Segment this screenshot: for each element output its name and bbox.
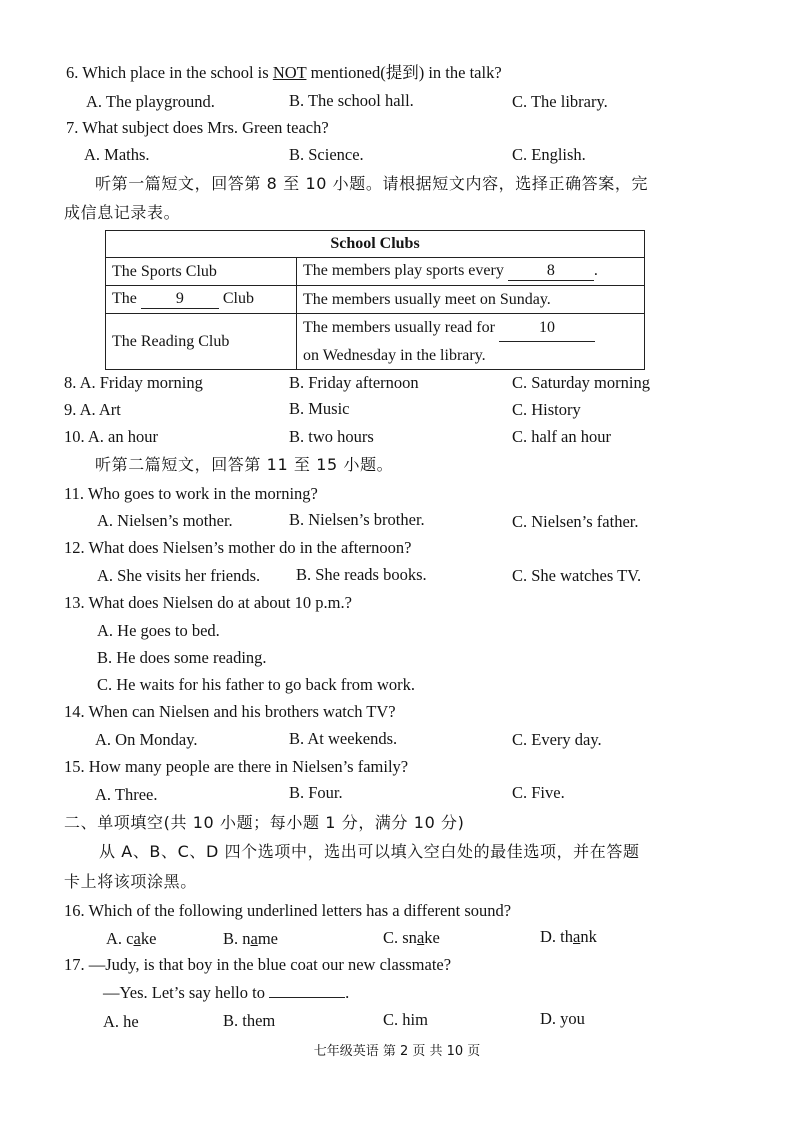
question-6-option-b: B. The school hall. xyxy=(289,91,414,110)
question-10-option-b: B. two hours xyxy=(289,427,374,446)
question-7-option-a: A. Maths. xyxy=(84,145,150,164)
option-text: C. sn xyxy=(383,928,417,947)
question-11-option-c: C. Nielsen’s father. xyxy=(512,512,639,531)
question-6-option-c: C. The library. xyxy=(512,92,608,111)
option-text: D. th xyxy=(540,927,573,946)
question-13-option-b: B. He does some reading. xyxy=(97,648,267,667)
question-17-line2 xyxy=(103,983,349,1003)
question-12-option-c: C. She watches TV. xyxy=(512,566,642,585)
question-7-stem: 7. What subject does Mrs. Green teach? xyxy=(66,118,329,137)
question-7-option-b: B. Science. xyxy=(289,145,364,164)
table-title: School Clubs xyxy=(106,231,645,258)
question-14-stem: 14. When can Nielsen and his brothers watch TV? xyxy=(64,702,396,721)
blank-10: 10 xyxy=(499,314,595,342)
underlined-letter: a xyxy=(416,928,425,947)
option-text: ke xyxy=(424,928,440,947)
club-text: The xyxy=(112,290,141,307)
dialogue-text: . xyxy=(345,983,350,1002)
question-15-option-a: A. Three. xyxy=(95,785,158,804)
blank-8: 8 xyxy=(508,262,594,281)
question-17-option-a: A. he xyxy=(103,1012,139,1031)
option-text: A. c xyxy=(106,929,134,948)
club-9-cell xyxy=(106,286,297,314)
question-17-option-d: D. you xyxy=(540,1009,585,1028)
question-13-option-c: C. He waits for his father to go back from work. xyxy=(97,675,416,694)
question-6-stem-part: 6. Which place in the school is xyxy=(66,63,273,82)
question-16-option-a xyxy=(106,929,156,949)
question-9-option-a: 9. A. Art xyxy=(64,400,121,419)
listening-instruction-1-cont: 成信息记录表。 xyxy=(64,203,181,222)
question-7-option-c: C. English. xyxy=(512,145,586,164)
question-11-stem: 11. Who goes to work in the morning? xyxy=(64,484,318,503)
table-row xyxy=(106,314,645,370)
reading-club-cell: The Reading Club xyxy=(106,314,297,370)
answer-blank xyxy=(269,983,345,998)
question-17-option-b: B. them xyxy=(223,1011,276,1030)
question-10-option-a: 10. A. an hour xyxy=(64,427,158,446)
question-16-stem: 16. Which of the following underlined letters has a different sound? xyxy=(64,901,512,920)
club-9-desc: The members usually meet on Sunday. xyxy=(297,286,645,314)
question-9-option-b: B. Music xyxy=(289,399,350,418)
question-15-option-c: C. Five. xyxy=(512,783,565,802)
section-2-instruction-cont: 卡上将该项涂黑。 xyxy=(64,872,197,891)
club-text: Club xyxy=(218,290,254,307)
underlined-letter: a xyxy=(573,927,581,946)
sports-club-cell: The Sports Club xyxy=(106,258,297,286)
question-14-option-c: C. Every day. xyxy=(512,730,602,749)
reading-club-desc xyxy=(297,314,645,370)
question-15-stem: 15. How many people are there in Nielsen’s family? xyxy=(64,757,409,776)
question-13-option-a: A. He goes to bed. xyxy=(97,621,220,640)
option-text: me xyxy=(257,929,279,948)
question-16-option-d xyxy=(540,927,597,947)
section-2-title: 二、单项填空(共 10 小题；每小题 1 分，满分 10 分) xyxy=(64,813,465,832)
listening-instruction-2: 听第二篇短文，回答第 11 至 15 小题。 xyxy=(95,455,394,474)
question-15-option-b: B. Four. xyxy=(289,783,343,802)
page-footer: 七年级英语 第 2 页 共 10 页 xyxy=(313,1044,481,1059)
question-12-option-b: B. She reads books. xyxy=(296,565,427,584)
question-6-option-a: A. The playground. xyxy=(86,92,215,111)
question-11-option-a: A. Nielsen’s mother. xyxy=(97,511,233,530)
question-8-option-a: 8. A. Friday morning xyxy=(64,373,203,392)
question-17-option-c: C. him xyxy=(383,1010,428,1029)
sports-club-desc xyxy=(297,258,645,286)
desc-text: . xyxy=(593,262,598,279)
question-10-option-c: C. half an hour xyxy=(512,427,611,446)
question-6-not: NOT xyxy=(272,63,307,82)
question-14-option-a: A. On Monday. xyxy=(95,730,198,749)
table-row xyxy=(106,258,645,286)
option-text: B. n xyxy=(223,929,251,948)
option-text: ke xyxy=(140,929,157,948)
question-8-option-b: B. Friday afternoon xyxy=(289,373,419,392)
dialogue-text: —Yes. Let’s say hello to xyxy=(103,983,270,1002)
desc-text: The members play sports every xyxy=(303,262,508,279)
question-13-stem: 13. What does Nielsen do at about 10 p.m.? xyxy=(64,593,352,612)
underlined-letter: a xyxy=(133,929,141,948)
question-6-stem-part: mentioned(提到) in the talk? xyxy=(306,63,502,82)
school-clubs-table xyxy=(105,230,645,370)
underlined-letter: a xyxy=(250,929,258,948)
table-row xyxy=(106,286,645,314)
question-12-option-a: A. She visits her friends. xyxy=(97,566,261,585)
question-8-option-c: C. Saturday morning xyxy=(512,373,650,392)
listening-instruction-1: 听第一篇短文，回答第 8 至 10 小题。请根据短文内容，选择正确答案，完 xyxy=(95,174,649,193)
desc-text: on Wednesday in the library. xyxy=(303,347,486,364)
option-text: nk xyxy=(580,927,597,946)
question-16-option-c xyxy=(383,928,440,948)
question-16-option-b xyxy=(223,929,278,949)
question-6-stem xyxy=(66,63,502,83)
question-11-option-b: B. Nielsen’s brother. xyxy=(289,510,425,529)
question-17-stem: 17. —Judy, is that boy in the blue coat our new classmate? xyxy=(64,955,452,974)
blank-9: 9 xyxy=(141,290,219,309)
question-14-option-b: B. At weekends. xyxy=(289,729,398,748)
section-2-instruction: 从 A、B、C、D 四个选项中，选出可以填入空白处的最佳选项，并在答题 xyxy=(99,842,640,861)
desc-text: The members usually read for xyxy=(303,319,499,336)
question-9-option-c: C. History xyxy=(512,400,581,419)
question-12-stem: 12. What does Nielsen’s mother do in the afternoon? xyxy=(64,538,412,557)
